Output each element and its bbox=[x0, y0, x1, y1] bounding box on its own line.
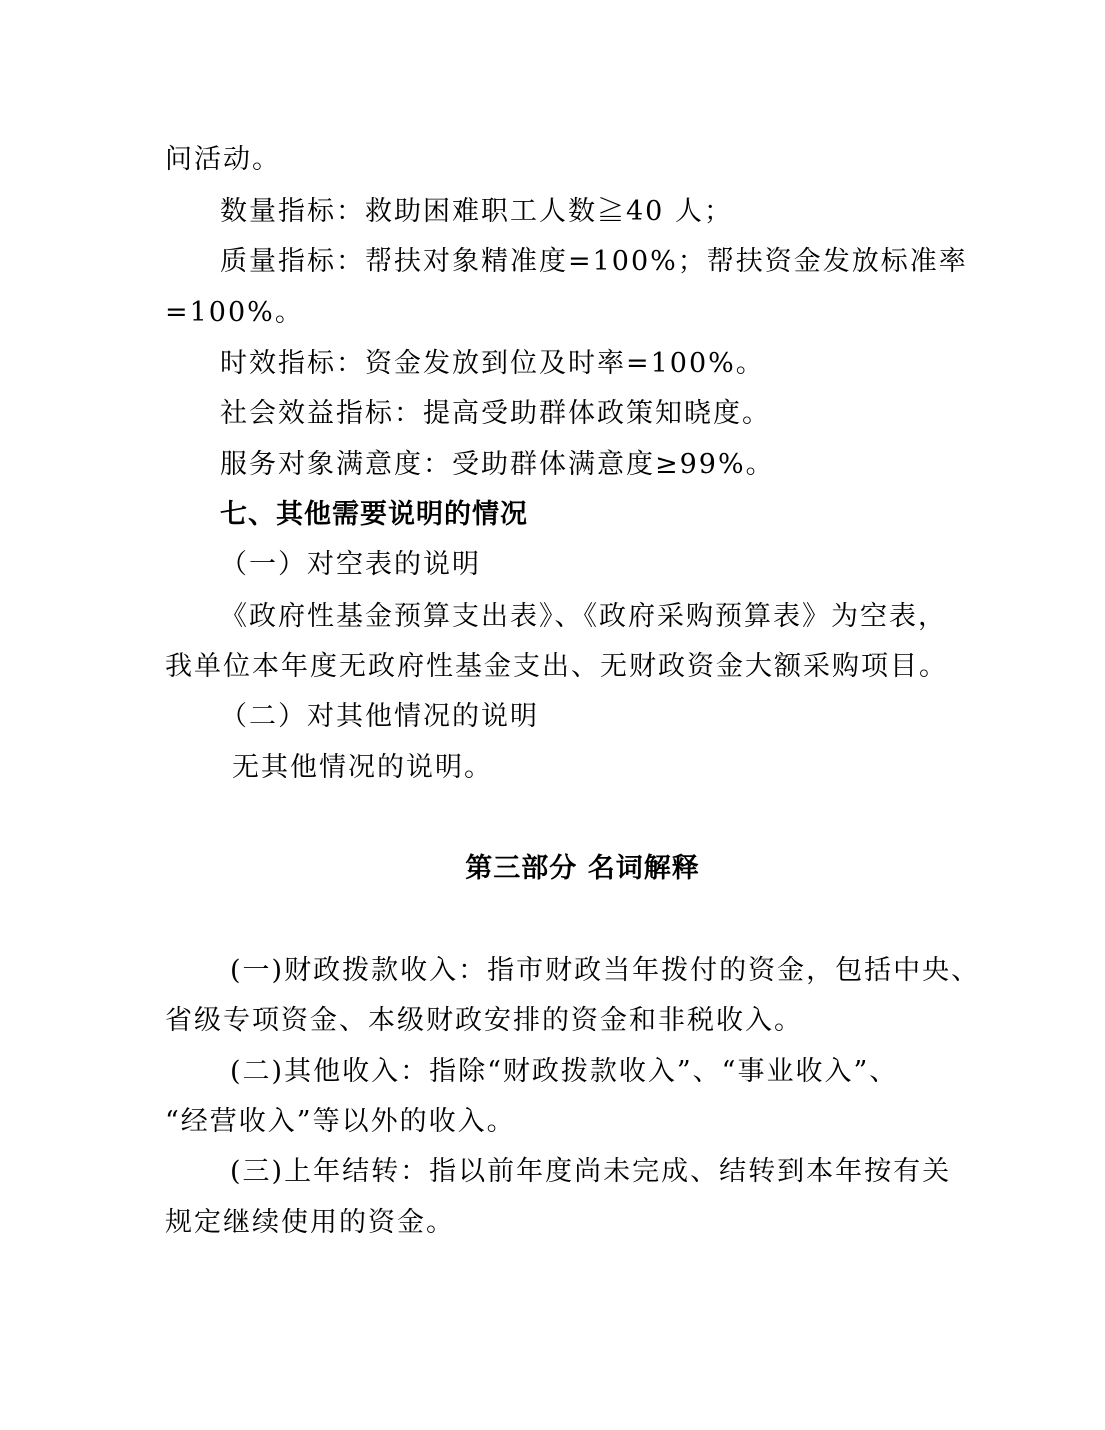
term2-line2: “经营收入”等以外的收入。 bbox=[165, 1106, 516, 1137]
section7-sub2-text: 无其他情况的说明。 bbox=[232, 752, 493, 783]
section7-sub2-heading: （二）对其他情况的说明 bbox=[220, 701, 539, 732]
term3-line1: (三)上年结转：指以前年度尚未完成、结转到本年按有关 bbox=[230, 1156, 952, 1187]
quantity-indicator: 数量指标：救助困难职工人数≧40 人； bbox=[220, 196, 733, 227]
term1-line1: (一)财政拨款收入：指市财政当年拨付的资金，包括中央、 bbox=[230, 955, 981, 986]
term3-line2: 规定继续使用的资金。 bbox=[165, 1207, 455, 1238]
section7-heading: 七、其他需要说明的情况 bbox=[220, 499, 528, 530]
section7-sub1-line2: 我单位本年度无政府性基金支出、无财政资金大额采购项目。 bbox=[165, 651, 948, 682]
timeliness-indicator: 时效指标：资金发放到位及时率=100%。 bbox=[220, 348, 765, 379]
continuation-text: 问活动。 bbox=[165, 144, 281, 175]
term2-line1: (二)其他收入：指除“财政拨款收入”、“事业收入”、 bbox=[230, 1056, 899, 1087]
section7-sub1-line1: 《政府性基金预算支出表》、《政府采购预算表》为空表， bbox=[220, 601, 947, 632]
section7-sub1-heading: （一）对空表的说明 bbox=[220, 549, 481, 580]
term1-line2: 省级专项资金、本级财政安排的资金和非税收入。 bbox=[165, 1005, 803, 1036]
quality-indicator-line2: =100%。 bbox=[165, 297, 304, 328]
satisfaction-indicator: 服务对象满意度：受助群体满意度≥99%。 bbox=[220, 449, 775, 480]
part3-title: 第三部分 名词解释 bbox=[465, 853, 700, 884]
quality-indicator-line1: 质量指标：帮扶对象精准度=100%；帮扶资金发放标准率 bbox=[220, 246, 968, 277]
social-benefit-indicator: 社会效益指标：提高受助群体政策知晓度。 bbox=[220, 398, 771, 429]
